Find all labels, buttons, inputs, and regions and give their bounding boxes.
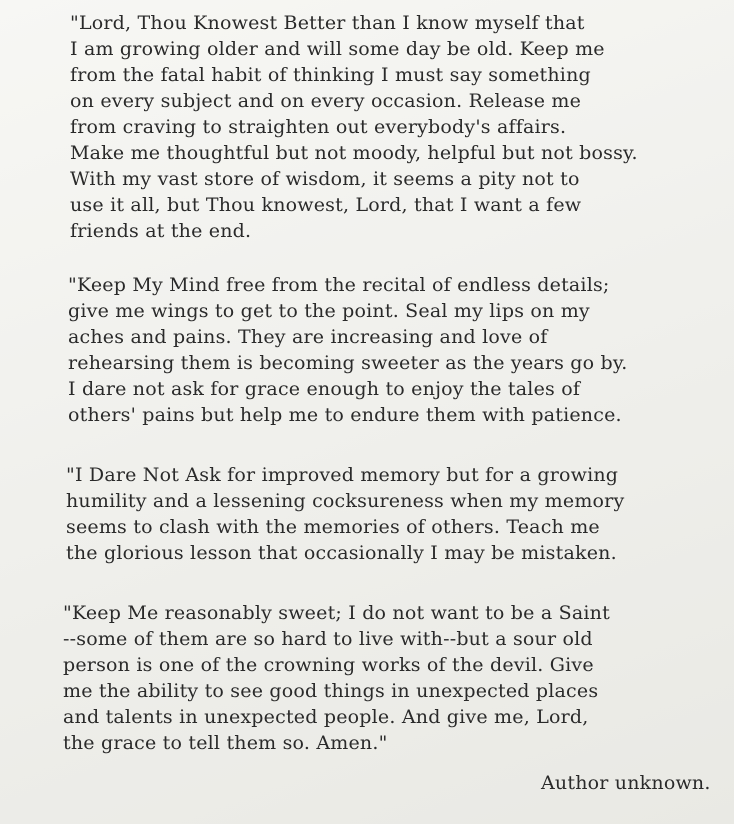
text-line: the grace to tell them so. Amen." — [63, 732, 388, 754]
text-line: and talents in unexpected people. And give me, Lord, — [63, 706, 589, 728]
text-line: from the fatal habit of thinking I must say something — [70, 64, 591, 86]
text-line: "Lord, Thou Knowest Better than I know myself that — [70, 12, 585, 34]
text-line: me the ability to see good things in unexpected places — [63, 680, 599, 702]
text-line: "Keep Me reasonably sweet; I do not want to be a Saint — [63, 602, 610, 624]
paragraph-3 — [0, 462, 734, 566]
text-line: use it all, but Thou knowest, Lord, that I want a few — [70, 194, 582, 216]
text-line: humility and a lessening cocksureness when my memory — [66, 490, 625, 512]
text-line: give me wings to get to the point. Seal my lips on my — [68, 300, 590, 322]
text-line: others' pains but help me to endure them with patience. — [68, 404, 622, 426]
text-line: the glorious lesson that occasionally I may be mistaken. — [66, 542, 617, 564]
text-line: from craving to straighten out everybody's affairs. — [70, 116, 567, 138]
text-line: I dare not ask for grace enough to enjoy the tales of — [68, 378, 581, 400]
text-line: "I Dare Not Ask for improved memory but for a growing — [66, 464, 619, 486]
attribution: Author unknown. — [541, 772, 711, 794]
text-line: --some of them are so hard to live with--but a sour old — [63, 628, 593, 650]
text-line: I am growing older and will some day be old. Keep me — [70, 38, 605, 60]
text-line: Make me thoughtful but not moody, helpful but not bossy. — [70, 142, 638, 164]
text-line: person is one of the crowning works of the devil. Give — [63, 654, 594, 676]
text-line: friends at the end. — [70, 220, 252, 242]
paragraph-1 — [0, 10, 734, 244]
text-line: With my vast store of wisdom, it seems a pity not to — [70, 168, 580, 190]
text-line: "Keep My Mind free from the recital of endless details; — [68, 274, 610, 296]
text-line: aches and pains. They are increasing and love of — [68, 326, 548, 348]
text-line: on every subject and on every occasion. Release me — [70, 90, 582, 112]
text-line: seems to clash with the memories of others. Teach me — [66, 516, 600, 538]
paragraph-4 — [0, 600, 734, 756]
paragraph-2 — [0, 272, 734, 428]
text-line: rehearsing them is becoming sweeter as the years go by. — [68, 352, 628, 374]
